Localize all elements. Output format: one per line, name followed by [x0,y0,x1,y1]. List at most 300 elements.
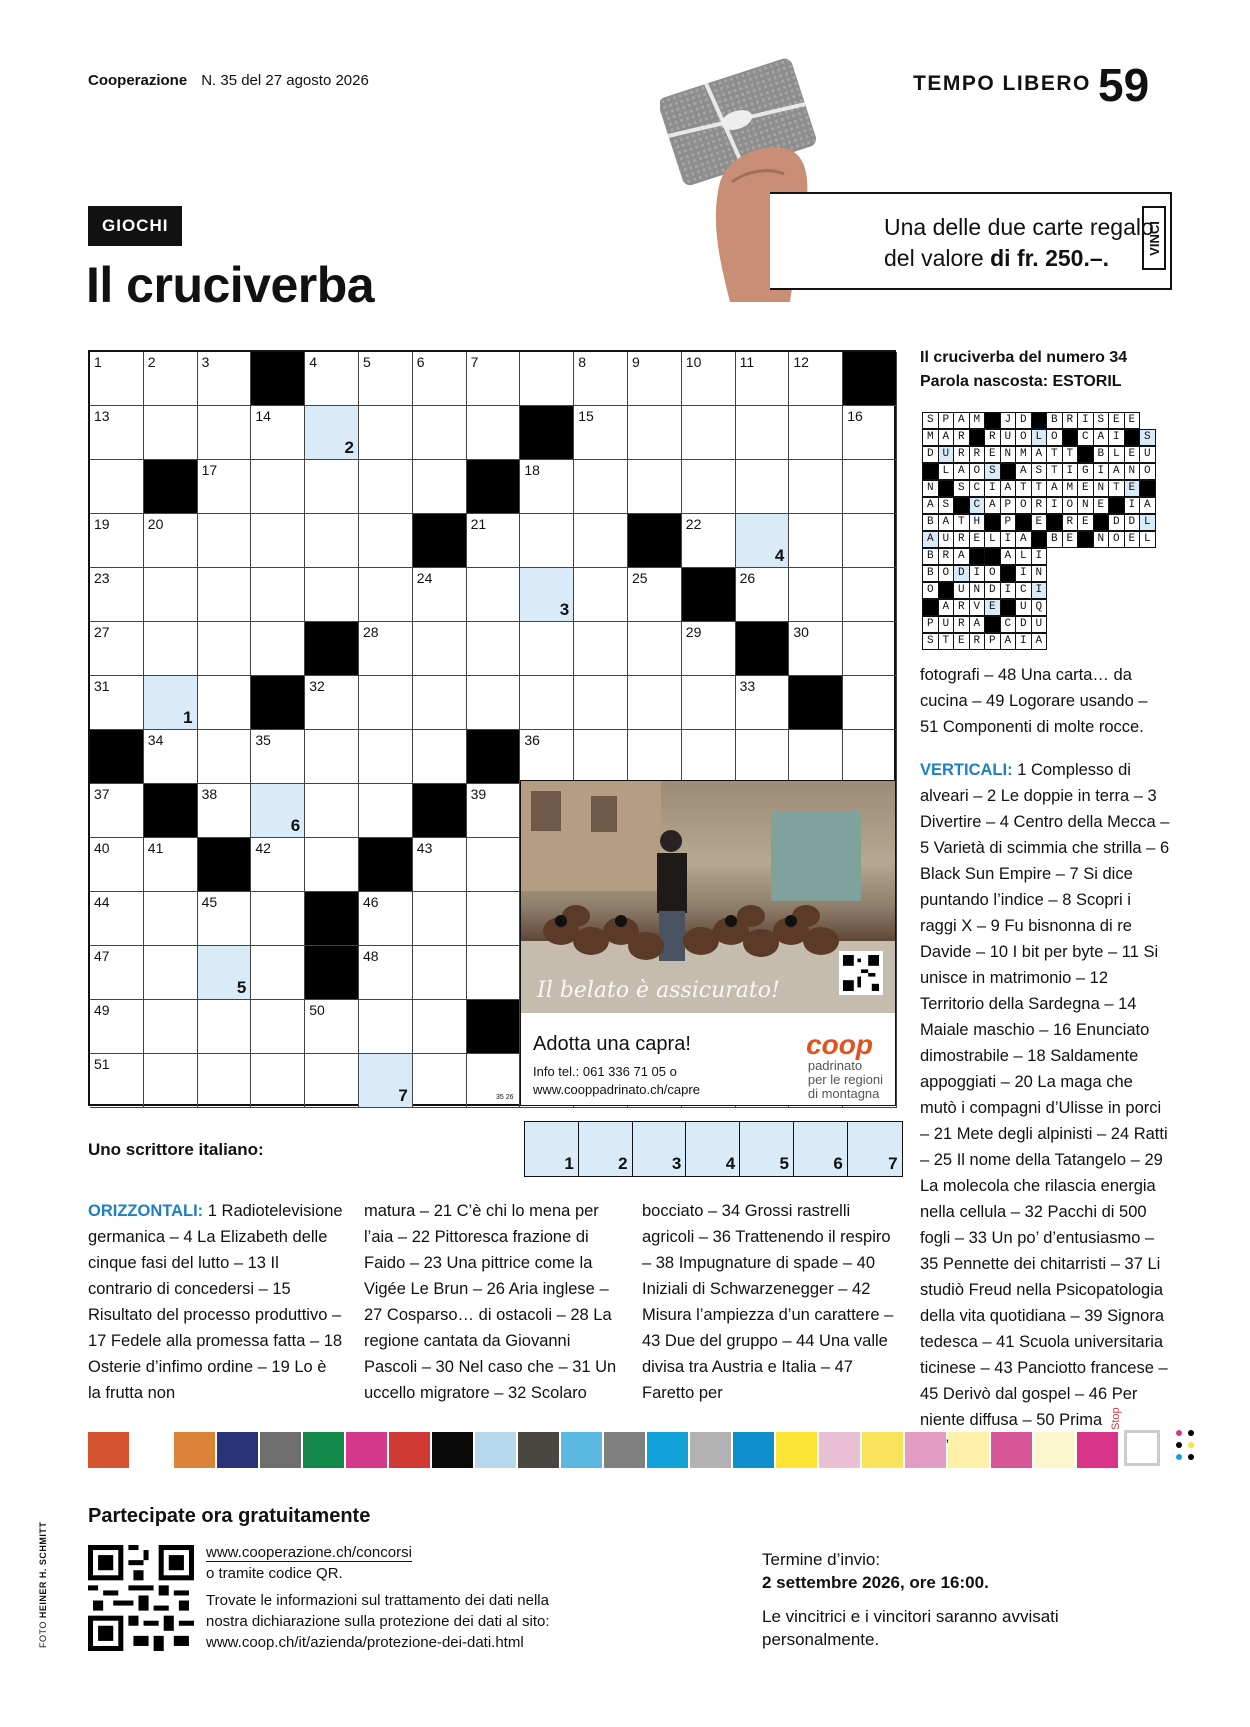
crossword-cell[interactable] [574,460,628,514]
solution-cell: L [1139,514,1156,531]
crossword-cell[interactable] [251,1054,305,1108]
crossword-cell[interactable] [843,730,897,784]
solution-cell: D [1015,412,1032,429]
crossword-cell[interactable] [413,1054,467,1108]
crossword-cell[interactable] [467,892,521,946]
color-swatch [217,1432,258,1468]
solution-cell: C [969,497,986,514]
solution-cell: R [953,429,970,446]
solution-cell: O [938,565,955,582]
solution-cell: R [1062,514,1079,531]
vertical-heading: VERTICALI: [920,761,1013,779]
crossword-cell[interactable] [682,460,736,514]
solution-cell: I [1000,582,1017,599]
mystery-cell[interactable] [686,1122,740,1176]
qr-code-icon[interactable] [839,951,883,995]
crossword-cell[interactable] [682,622,736,676]
prize-line-1: Una delle due carte regalo [884,214,1154,240]
key-letter-index: 7 [398,1086,408,1105]
crossword-cell[interactable] [359,568,413,622]
crossword-cell[interactable] [628,676,682,730]
crossword-cell[interactable] [789,514,843,568]
solution-cell: L [938,463,955,480]
crossword-cell[interactable] [843,460,897,514]
crossword-cell[interactable] [628,406,682,460]
crossword-cell[interactable] [359,1000,413,1054]
logo-sub-1: padrinato [807,1058,863,1073]
crossword-cell[interactable] [198,892,252,946]
crossword-cell[interactable] [90,460,144,514]
mystery-index: 1 [564,1154,574,1173]
crossword-cell[interactable] [251,892,305,946]
black-cell [467,730,521,784]
hidden-word: Parola nascosta: ESTORIL [920,373,1122,390]
qr-code-icon[interactable] [88,1545,194,1651]
black-cell [305,622,359,676]
crossword-cell[interactable] [520,730,574,784]
crossword-cell[interactable] [144,568,198,622]
solution-cell: E [984,446,1001,463]
clue-number: 34 [147,732,164,748]
coop-logo: coop [806,1029,873,1060]
crossword-cell[interactable] [251,1000,305,1054]
crossword-cell[interactable] [305,460,359,514]
solution-cell: A [1000,633,1017,650]
crossword-cell[interactable] [789,568,843,622]
solution-cell: T [1031,480,1048,497]
crossword-cell[interactable] [574,406,628,460]
mystery-cell[interactable] [848,1122,902,1176]
solution-row [922,565,1155,582]
solution-cell: P [984,633,1001,650]
crossword-cell[interactable] [251,514,305,568]
solution-cell: L [1108,446,1125,463]
black-cell [682,568,736,622]
crossword-cell[interactable] [789,406,843,460]
solution-cell [1000,599,1017,616]
clue-number: 35 [255,732,271,748]
solution-cell: D [922,446,939,463]
deadline [762,1548,989,1594]
solution-cell: U [938,531,955,548]
crossword-cell[interactable] [90,406,144,460]
crossword-cell[interactable] [305,838,359,892]
solution-cell: R [969,446,986,463]
solution-cell [1108,497,1125,514]
crossword-cell[interactable] [144,1054,198,1108]
solution-cell: O [1139,463,1156,480]
crossword-cell[interactable] [198,730,252,784]
advertisement[interactable] [520,780,896,1106]
crossword-cell[interactable] [305,514,359,568]
crossword-cell[interactable] [144,352,198,406]
solution-cell: L [1139,531,1156,548]
crossword-cell[interactable] [198,676,252,730]
clue-number: 1 [94,354,102,370]
stop-box-icon [1124,1430,1160,1466]
crossword-cell[interactable] [843,514,897,568]
clue-number: 31 [94,678,110,694]
mystery-cell[interactable] [794,1122,848,1176]
crossword-cell[interactable] [251,946,305,1000]
solution-cell: N [1093,480,1110,497]
solution-cell: N [969,582,986,599]
clue-number: 9 [632,354,640,370]
crossword-cell[interactable] [413,460,467,514]
solution-row [922,616,1155,633]
crossword-cell[interactable] [90,1000,144,1054]
clue-number: 40 [94,840,110,856]
solution-cell: I [1108,429,1125,446]
solution-cell: R [969,633,986,650]
solution-row [922,514,1155,531]
solution-cell: U [938,446,955,463]
crossword-cell[interactable] [144,406,198,460]
crossword-cell[interactable] [789,622,843,676]
crossword-cell[interactable] [198,1000,252,1054]
solution-cell: O [922,582,939,599]
solution-cell: A [984,497,1001,514]
crossword-cell[interactable] [736,730,790,784]
solution-cell: A [938,599,955,616]
crossword-cell[interactable] [251,460,305,514]
crossword-cell[interactable] [467,622,521,676]
color-swatch [518,1432,559,1468]
crossword-cell[interactable] [467,838,521,892]
solution-cell: U [1015,599,1032,616]
solution-cell: S [1031,463,1048,480]
crossword-cell[interactable] [682,514,736,568]
crossword-cell[interactable] [574,730,628,784]
crossword-cell[interactable] [574,676,628,730]
black-cell [736,622,790,676]
crossword-cell[interactable] [736,514,790,568]
crossword-cell[interactable] [198,406,252,460]
crossword-cell[interactable] [144,730,198,784]
crossword-cell[interactable] [144,838,198,892]
mystery-word-label: Uno scrittore italiano: [88,1140,264,1159]
registration-dots-icon [1176,1430,1198,1466]
solution-cell: E [1124,480,1141,497]
photo-credit [38,1522,48,1648]
crossword-cell[interactable] [90,622,144,676]
clue-number: 5 [363,354,371,370]
winners-note [762,1605,1059,1651]
crossword-cell[interactable] [359,784,413,838]
solution-cell: E [1108,412,1125,429]
crossword-cell[interactable] [736,406,790,460]
solution-cell: N [1093,531,1110,548]
crossword-cell[interactable] [628,568,682,622]
winners-line-2: personalmente. [762,1630,880,1649]
crossword-cell[interactable] [359,892,413,946]
crossword-cell[interactable] [198,568,252,622]
crossword-cell[interactable] [90,568,144,622]
clue-number: 25 [632,570,648,586]
crossword-cell[interactable] [305,406,359,460]
crossword-cell[interactable] [305,730,359,784]
crossword-cell[interactable] [413,1000,467,1054]
clue-number: 44 [94,894,110,910]
crossword-cell[interactable] [843,568,897,622]
solution-cell: I [1077,412,1094,429]
prize-line-2: del valore [884,245,991,271]
coop-logo-subtitle [808,1059,883,1101]
crossword-cell[interactable] [682,730,736,784]
crossword-cell[interactable] [628,460,682,514]
solution-cell: G [1077,463,1094,480]
crossword-cell[interactable] [251,838,305,892]
solution-cell: T [1015,480,1032,497]
crossword-cell[interactable] [467,676,521,730]
crossword-cell[interactable] [413,730,467,784]
black-cell [198,838,252,892]
crossword-cell[interactable] [305,1000,359,1054]
crossword-cell[interactable] [682,406,736,460]
crossword-cell[interactable] [628,622,682,676]
crossword-cell[interactable] [628,352,682,406]
solution-cell: L [1015,548,1032,565]
clues-vertical [920,757,1170,1459]
solution-cell [969,429,986,446]
crossword-cell[interactable] [520,622,574,676]
crossword-cell[interactable] [90,1054,144,1108]
crossword-cell[interactable] [90,946,144,1000]
solution-row [922,633,1155,650]
crossword-cell[interactable] [736,568,790,622]
solution-cell: A [1031,446,1048,463]
solution-cell: R [953,531,970,548]
color-swatch [991,1432,1032,1468]
solution-cell: I [1124,497,1141,514]
crossword-cell[interactable] [628,730,682,784]
crossword-cell[interactable] [574,352,628,406]
crossword-cell[interactable] [144,676,198,730]
crossword-cell[interactable] [789,460,843,514]
solution-cell: A [1046,480,1063,497]
crossword-cell[interactable] [359,676,413,730]
crossword-cell[interactable] [736,352,790,406]
color-swatch [690,1432,731,1468]
crossword-cell[interactable] [467,784,521,838]
mystery-cell[interactable] [579,1122,633,1176]
solution-cell: I [1015,633,1032,650]
crossword-cell[interactable] [198,622,252,676]
crossword-cell[interactable] [251,406,305,460]
crossword-cell[interactable] [359,1054,413,1108]
crossword-cell[interactable] [843,676,897,730]
crossword-cell[interactable] [789,352,843,406]
black-cell [413,784,467,838]
clue-number: 16 [847,408,863,424]
solution-cell: R [953,599,970,616]
solution-cell: I [1062,463,1079,480]
crossword-cell[interactable] [359,622,413,676]
crossword-cell[interactable] [90,676,144,730]
crossword-cell[interactable] [413,892,467,946]
section-tag: GIOCHI [88,206,182,246]
clue-number: 51 [94,1056,110,1072]
crossword-cell[interactable] [843,406,897,460]
color-swatch [905,1432,946,1468]
solution-row [922,497,1155,514]
crossword-cell[interactable] [144,622,198,676]
color-swatch [733,1432,774,1468]
solution-cell: S [1139,429,1156,446]
crossword-cell[interactable] [574,622,628,676]
privacy-link[interactable]: www.coop.ch/it/azienda/protezione-dei-dati.html [206,1634,524,1651]
solution-cell: L [1031,429,1048,446]
crossword-cell[interactable] [467,514,521,568]
crossword-cell[interactable] [359,352,413,406]
crossword-cell[interactable] [413,622,467,676]
clue-number: 2 [147,354,156,370]
mystery-word-grid[interactable] [524,1121,903,1177]
crossword-cell[interactable] [520,352,574,406]
solution-cell: E [1077,480,1094,497]
crossword-cell[interactable] [359,406,413,460]
solution-cell: E [1093,497,1110,514]
solution-cell: B [1093,446,1110,463]
crossword-cell[interactable] [682,676,736,730]
crossword-cell[interactable] [198,1054,252,1108]
clue-number: 22 [685,516,702,532]
crossword-cell[interactable] [90,892,144,946]
solution-row [922,463,1155,480]
crossword-cell[interactable] [520,676,574,730]
solution-cell [938,582,955,599]
color-swatch [174,1432,215,1468]
crossword-cell[interactable] [467,568,521,622]
solution-cell: C [1077,429,1094,446]
crossword-cell[interactable] [843,622,897,676]
black-cell [144,784,198,838]
clue-number: 43 [416,840,433,856]
color-swatch [862,1432,903,1468]
mystery-cell[interactable] [525,1122,579,1176]
photographer: HEINER H. SCHMITT [38,1521,48,1619]
solution-row [922,599,1155,616]
crossword-cell[interactable] [251,730,305,784]
ad-url[interactable]: www.cooppadrinato.ch/capre [533,1082,700,1097]
crossword-cell[interactable] [467,946,521,1000]
crossword-cell[interactable] [413,946,467,1000]
crossword-cell[interactable] [413,676,467,730]
crossword-cell[interactable] [413,838,467,892]
crossword-cell[interactable] [305,676,359,730]
privacy-line-1: Trovate le informazioni sul trattamento dei dati nella [206,1592,549,1609]
crossword-cell[interactable] [789,730,843,784]
crossword-cell[interactable] [520,460,574,514]
solution-cell: A [953,548,970,565]
solution-cell: N [922,480,939,497]
crossword-cell[interactable] [144,514,198,568]
solution-cell: A [1108,463,1125,480]
crossword-cell[interactable] [682,352,736,406]
crossword-cell[interactable] [198,514,252,568]
crossword-cell[interactable] [736,460,790,514]
clue-number: 6 [416,354,425,370]
solution-cell: S [922,412,939,429]
solution-cell: B [922,514,939,531]
clue-number: 27 [94,624,110,640]
prize-box [770,192,1172,290]
crossword-cell[interactable] [144,1000,198,1054]
clue-number: 49 [94,1002,110,1018]
color-swatch [948,1432,989,1468]
crossword-cell[interactable] [251,784,305,838]
crossword-cell[interactable] [90,352,144,406]
black-cell [359,838,413,892]
crossword-cell[interactable] [413,352,467,406]
crossword-cell[interactable] [305,568,359,622]
solution-cell [1077,531,1094,548]
crossword-cell[interactable] [359,946,413,1000]
crossword-cell[interactable] [198,784,252,838]
solution-cell: P [938,412,955,429]
crossword-cell[interactable] [90,514,144,568]
solution-cell: O [1046,429,1063,446]
crossword-cell[interactable] [359,514,413,568]
crossword-cell[interactable] [359,460,413,514]
mystery-cell[interactable] [633,1122,687,1176]
crossword-cell[interactable] [251,568,305,622]
deadline-label: Termine d’invio: [762,1550,881,1569]
crossword-cell[interactable] [144,946,198,1000]
crossword-cell[interactable] [413,406,467,460]
crossword-cell[interactable] [305,784,359,838]
participation-link-block [206,1542,412,1584]
crossword-cell[interactable] [305,1054,359,1108]
crossword-cell[interactable] [198,352,252,406]
clue-number: 46 [363,894,379,910]
clue-number: 21 [470,516,487,532]
solution-cell: A [922,497,939,514]
crossword-cell[interactable] [359,730,413,784]
solution-cell: N [1124,463,1141,480]
solution-cell: O [1108,531,1125,548]
crossword-cell[interactable] [574,514,628,568]
crossword-cell[interactable] [520,568,574,622]
crossword-cell[interactable] [90,784,144,838]
crossword-cell[interactable] [574,568,628,622]
clue-number: 24 [416,570,433,586]
clue-number: 26 [739,570,756,586]
crossword-cell[interactable] [413,568,467,622]
crossword-cell[interactable] [90,838,144,892]
crossword-cell[interactable] [520,514,574,568]
crossword-cell[interactable] [198,460,252,514]
solution-cell [1093,514,1110,531]
crossword-cell[interactable] [251,622,305,676]
color-swatch [776,1432,817,1468]
crossword-cell[interactable] [736,676,790,730]
crossword-cell[interactable] [198,946,252,1000]
solution-cell [1062,429,1079,446]
clues-horizontal-col2: matura – 21 C’è chi lo mena per l’aia – 22 Pittoresca frazione di Faido – 23 Una pittrice come la Vigée Le Brun – 26 Aria inglese – 27 Cosparso… di ostacoli – 28 La regione cantata da Giovanni Pascoli – 30 Nel caso che – 31 Un uccello migratore – 32 Scolaro [364,1202,617,1402]
crossword-cell[interactable] [467,406,521,460]
crossword-cell[interactable] [305,352,359,406]
solution-cell: A [922,531,939,548]
color-swatch [647,1432,688,1468]
solution-cell: C [1000,616,1017,633]
crossword-cell[interactable] [467,352,521,406]
clue-number: 48 [363,948,379,964]
crossword-cell[interactable] [144,892,198,946]
mystery-cell[interactable] [740,1122,794,1176]
solution-cell: O [1015,429,1032,446]
contest-link[interactable]: www.cooperazione.ch/concorsi [206,1544,412,1561]
